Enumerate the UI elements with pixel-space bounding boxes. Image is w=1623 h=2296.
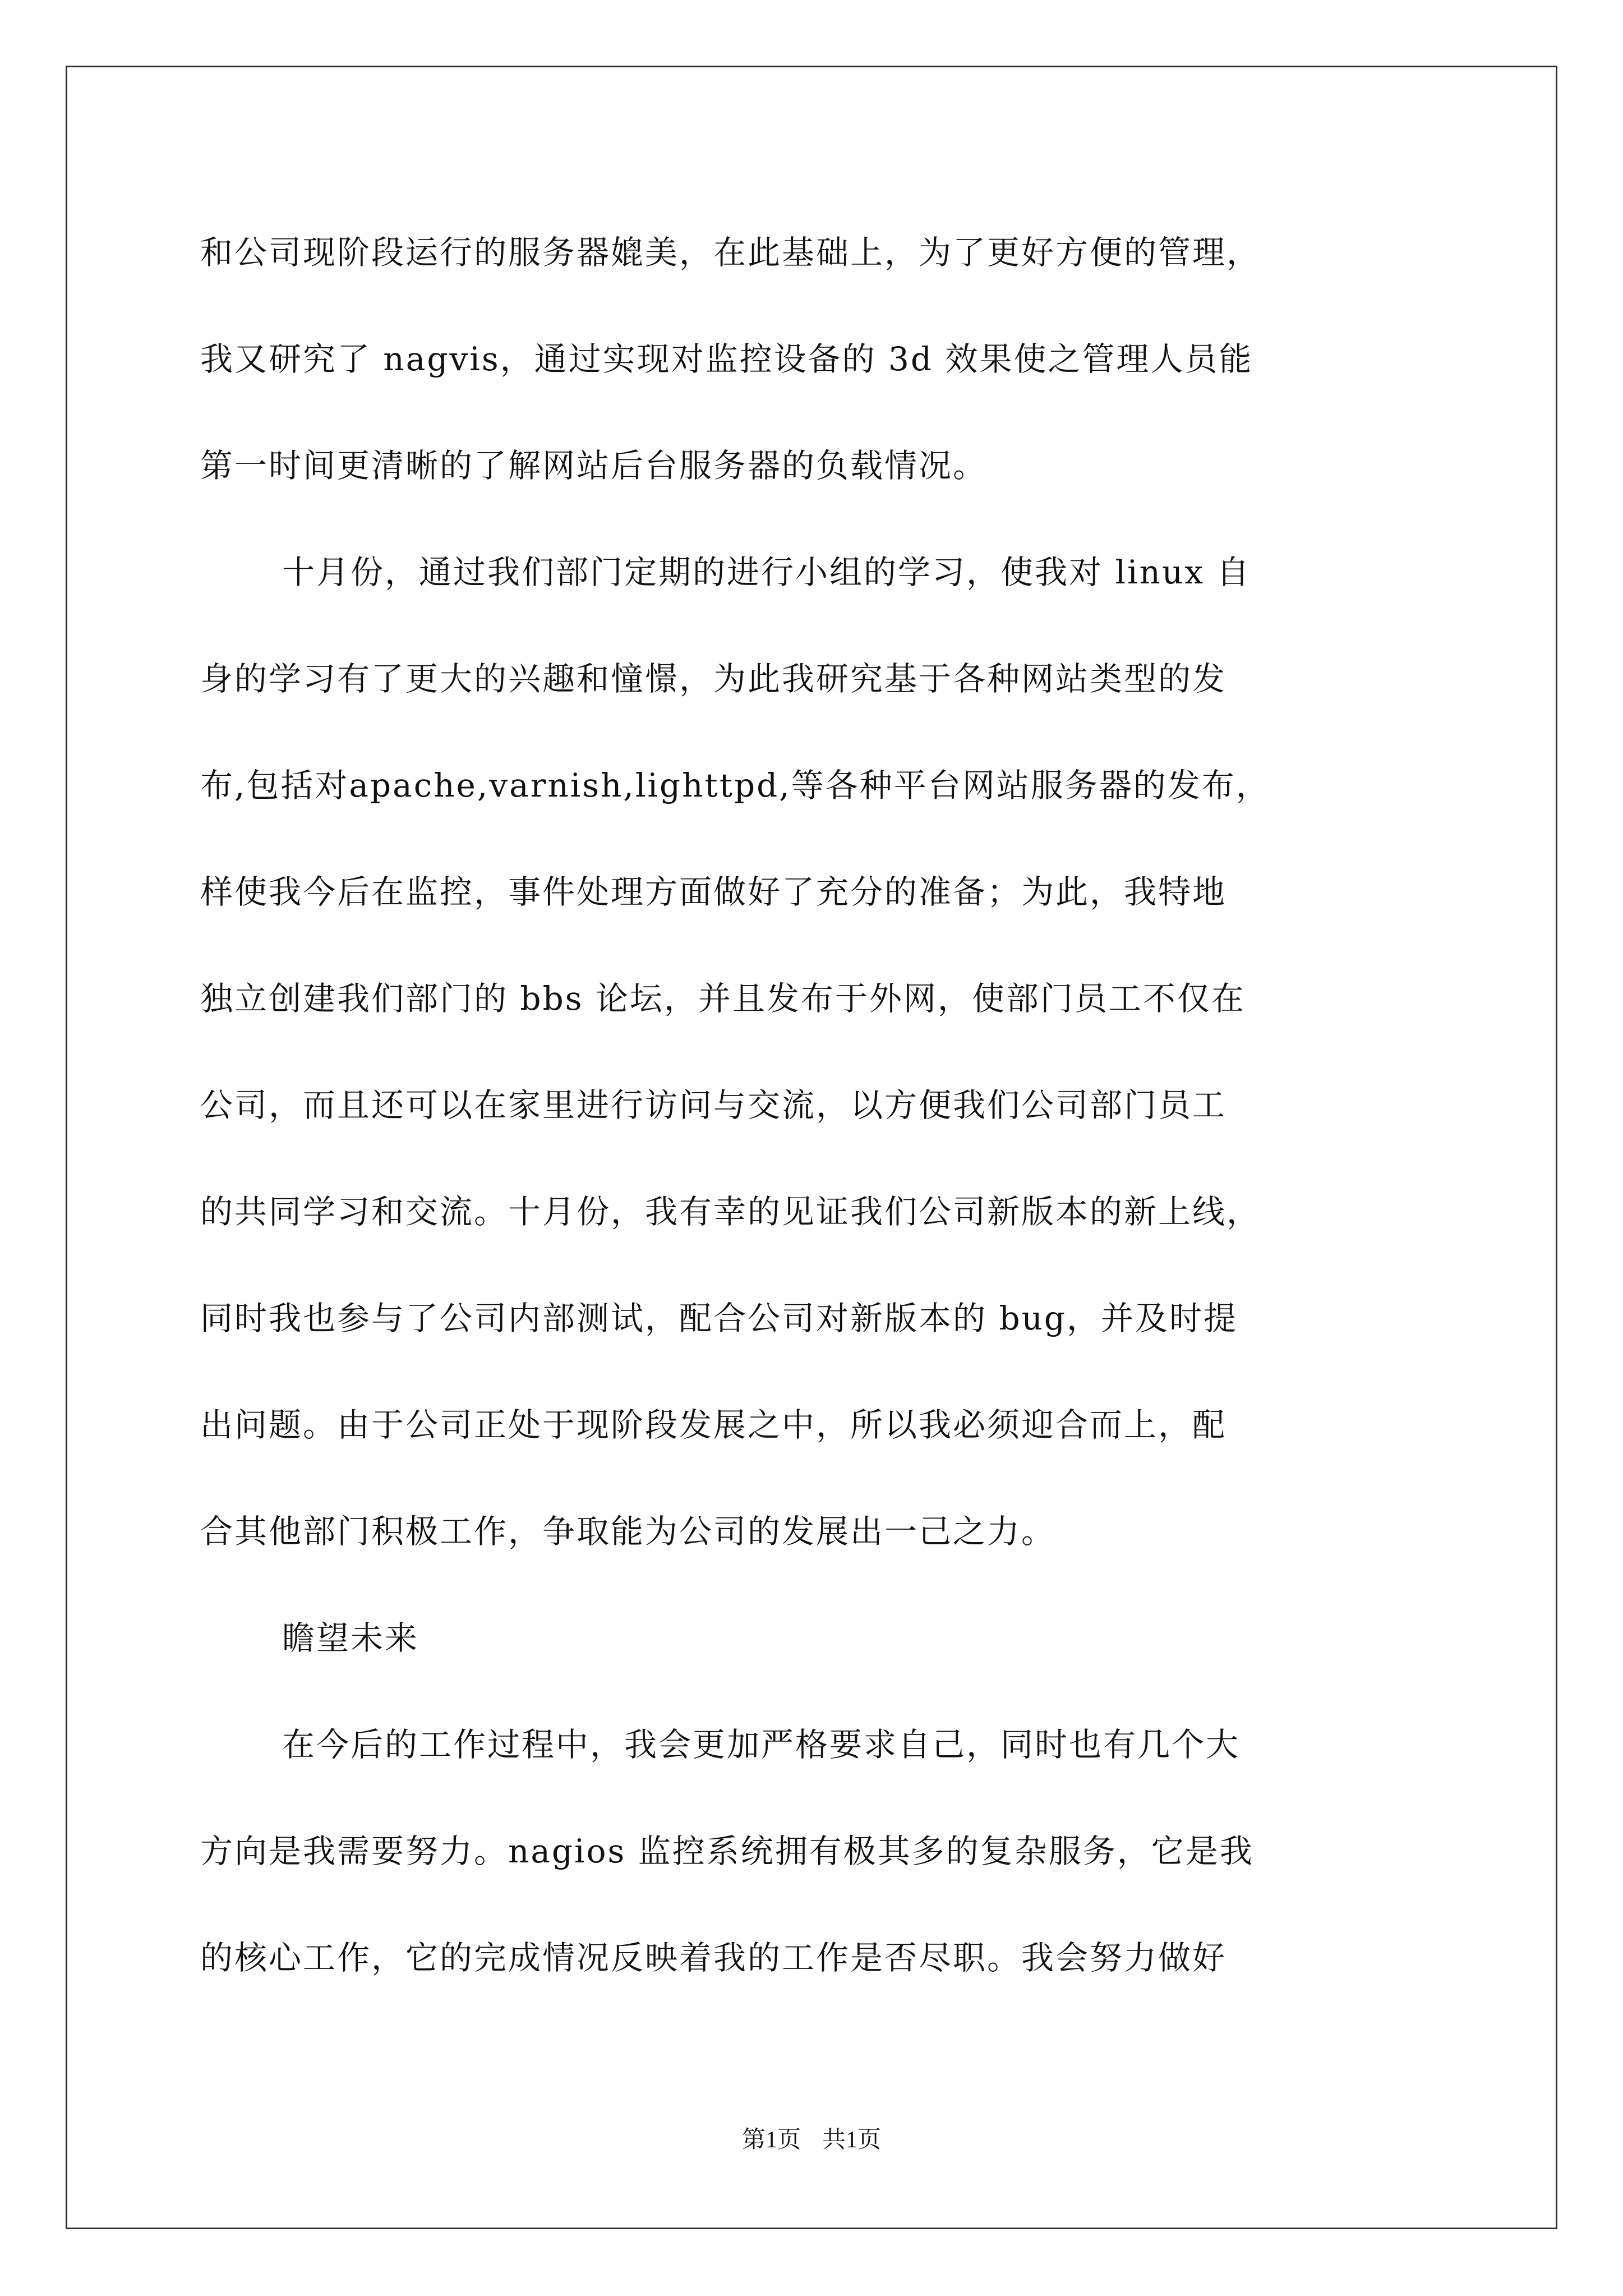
text-line: 同时我也参与了公司内部测试，配合公司对新版本的 bug，并及时提 xyxy=(200,1299,1238,1337)
text-line: 方向是我需要努力。nagios 监控系统拥有极其多的复杂服务，它是我 xyxy=(200,1832,1254,1870)
text-line: 出问题。由于公司正处于现阶段发展之中，所以我必须迎合而上，配 xyxy=(200,1406,1227,1444)
text-line: 和公司现阶段运行的服务器媲美，在此基础上，为了更好方便的管理， xyxy=(200,233,1261,272)
text-line: 布,包括对apache,varnish,lighttpd,等各种平台网站服务器的发布， xyxy=(200,766,1270,804)
page-number-total: 共1页 xyxy=(822,2127,882,2153)
text-line: 的核心工作，它的完成情况反映着我的工作是否尽职。我会努力做好 xyxy=(200,1939,1227,1977)
text-line: 样使我今后在监控，事件处理方面做好了充分的准备；为此，我特地 xyxy=(200,873,1227,911)
text-line: 独立创建我们部门的 bbs 论坛，并且发布于外网，使部门员工不仅在 xyxy=(200,979,1246,1018)
text-line: 身的学习有了更大的兴趣和憧憬，为此我研究基于各种网站类型的发 xyxy=(200,660,1227,698)
paragraph-start-line: 十月份，通过我们部门定期的进行小组的学习，使我对 linux 自 xyxy=(282,553,1251,591)
text-line: 第一时间更清晰的了解网站后台服务器的负载情况。 xyxy=(200,447,988,485)
text-line: 的共同学习和交流。十月份，我有幸的见证我们公司新版本的新上线， xyxy=(200,1193,1261,1231)
page-number-current: 第1页 xyxy=(741,2127,801,2153)
page-footer xyxy=(0,2123,1623,2157)
text-line: 公司，而且还可以在家里进行访问与交流，以方便我们公司部门员工 xyxy=(200,1086,1227,1124)
text-line: 我又研究了 nagvis，通过实现对监控设备的 3d 效果使之管理人员能 xyxy=(200,340,1253,378)
paragraph-start-line: 在今后的工作过程中，我会更加严格要求自己，同时也有几个大 xyxy=(282,1726,1241,1764)
document-body xyxy=(200,199,1423,2011)
text-line: 合其他部门积极工作，争取能为公司的发展出一己之力。 xyxy=(200,1512,1056,1550)
section-heading: 瞻望未来 xyxy=(282,1619,419,1657)
